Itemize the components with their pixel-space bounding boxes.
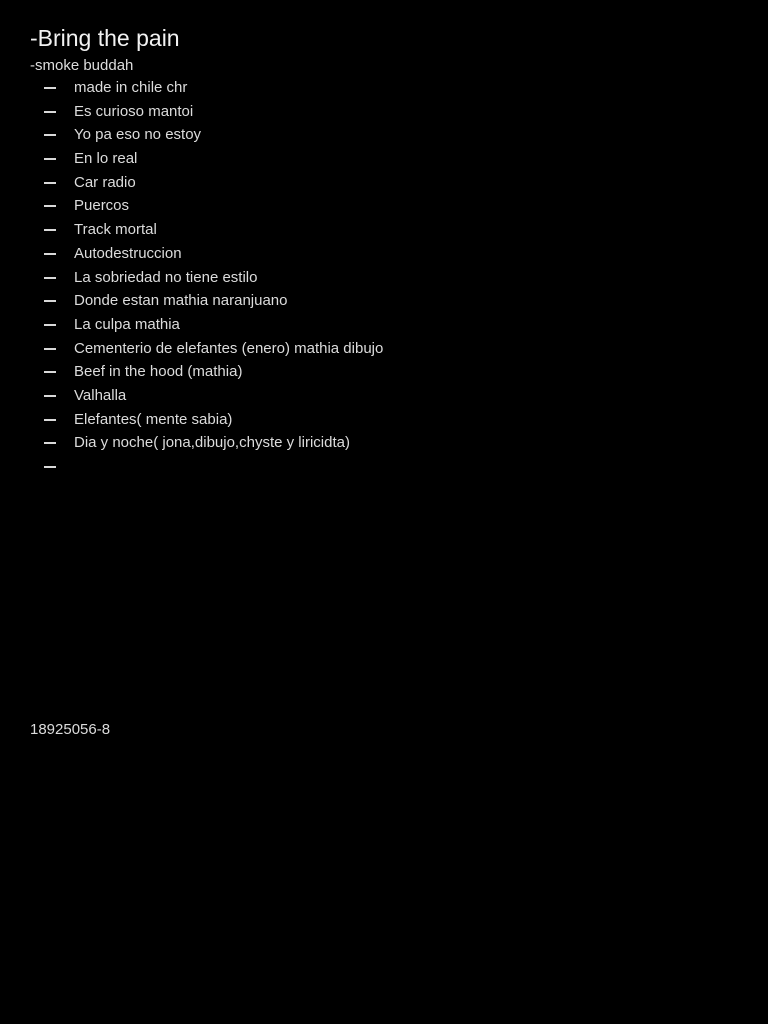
list-item-text: Yo pa eso no estoy: [74, 126, 202, 144]
list-item-text: Es curioso mantoi: [74, 102, 194, 120]
dash-bullet-icon: [44, 300, 56, 302]
list-item[interactable]: [30, 337, 750, 361]
id-number-text[interactable]: 18925056-8: [30, 721, 111, 738]
dash-bullet-icon: [44, 229, 56, 231]
list-item[interactable]: [30, 431, 750, 455]
list-item-text: Donde estan mathia naranjuano: [74, 292, 288, 310]
list-item-text: made in chile chr: [74, 79, 188, 96]
list-item[interactable]: [30, 194, 750, 218]
dash-bullet-icon: [44, 182, 56, 184]
list-item-text: Autodestruccion: [74, 244, 182, 262]
list-item-text: Cementerio de elefantes (enero) mathia dibujo: [74, 339, 384, 357]
list-item[interactable]: [30, 384, 750, 408]
list-item[interactable]: [30, 100, 750, 124]
list-item-text: Track mortal: [74, 221, 157, 239]
dash-bullet-icon: [44, 134, 56, 136]
list-item-text: Puercos: [74, 197, 130, 215]
dash-bullet-icon: [44, 87, 56, 89]
dash-bullet-icon: [44, 277, 56, 279]
dash-bullet-icon: [44, 395, 56, 397]
dash-bullet-icon: [44, 371, 56, 373]
list-item-text: En lo real: [74, 150, 138, 168]
note-body[interactable]: [30, 22, 750, 479]
list-item[interactable]: [30, 218, 750, 242]
list-item-text: Beef in the hood (mathia): [74, 363, 243, 381]
list-item-text: La sobriedad no tiene estilo: [74, 268, 258, 286]
list-item-text: Car radio: [74, 173, 136, 191]
list-item-text: Elefantes( mente sabia): [74, 410, 233, 428]
list-item[interactable]: [30, 266, 750, 290]
dash-bullet-icon: [44, 324, 56, 326]
dash-bullet-icon: [44, 253, 56, 255]
list-item[interactable]: [30, 455, 750, 479]
dash-bullet-icon: [44, 111, 56, 113]
list-item[interactable]: [30, 360, 750, 384]
list-item[interactable]: [30, 408, 750, 432]
list-item[interactable]: [30, 123, 750, 147]
dash-list: [30, 76, 750, 479]
list-item[interactable]: [30, 76, 750, 100]
dash-bullet-icon: [44, 419, 56, 421]
note-subtitle[interactable]: -smoke buddah: [30, 57, 134, 74]
dash-bullet-icon: [44, 205, 56, 207]
dash-bullet-icon: [44, 442, 56, 444]
list-item[interactable]: [30, 147, 750, 171]
list-item[interactable]: [30, 313, 750, 337]
list-item[interactable]: [30, 242, 750, 266]
dash-bullet-icon: [44, 348, 56, 350]
list-item-text: Dia y noche( jona,dibujo,chyste y liricidta): [74, 434, 350, 452]
list-item-text: La culpa mathia: [74, 315, 180, 333]
dash-bullet-icon: [44, 158, 56, 160]
list-item-text: Valhalla: [74, 386, 127, 404]
list-item[interactable]: [30, 289, 750, 313]
dash-bullet-icon: [44, 466, 56, 468]
note-title[interactable]: -Bring the pain: [30, 25, 180, 51]
list-item[interactable]: [30, 171, 750, 195]
